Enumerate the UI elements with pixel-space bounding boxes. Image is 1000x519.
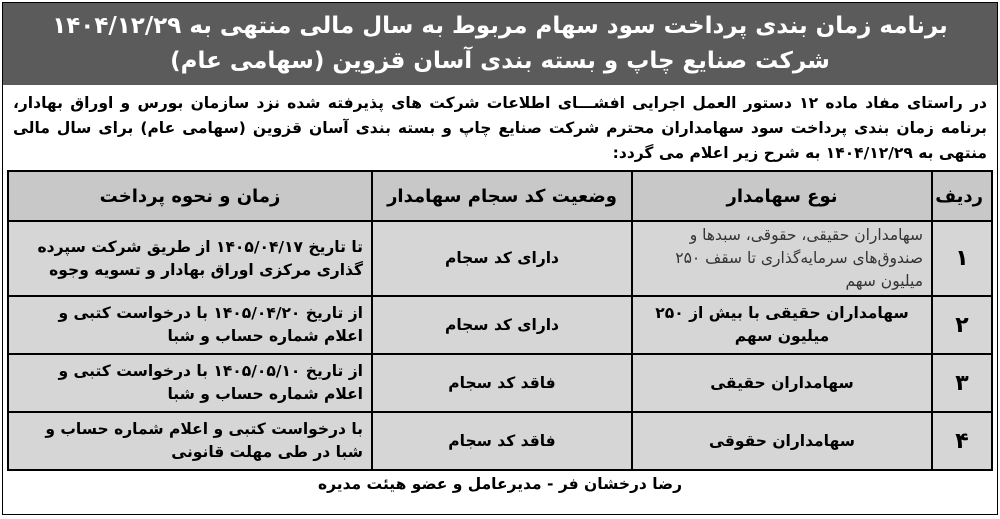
code-status-cell: فاقد کد سجام: [372, 354, 632, 412]
signature-line: رضا درخشان فر - مدیرعامل و عضو هیئت مدیره: [317, 475, 683, 493]
holder-type-cell: سهامداران حقیقی، حقوقی، سبدها و صندوق‌های سرمایه‌گذاری تا سقف ۲۵۰ میلیون سهم: [632, 221, 932, 296]
table-row: [8, 354, 992, 412]
payment-cell: تا تاریخ ۱۴۰۵/۰۴/۱۷ از طریق شرکت سپرده گذاری مرکزی اوراق بهادار و تسویه وجوه: [8, 221, 372, 296]
row-number: ۳: [932, 354, 992, 412]
payment-schedule-table: [7, 170, 993, 471]
payment-cell: از تاریخ ۱۴۰۵/۰۴/۲۰ با درخواست کتبی و اعلام شماره حساب و شبا: [8, 296, 372, 354]
code-status-cell: دارای کد سجام: [372, 296, 632, 354]
table-row: [8, 296, 992, 354]
holder-type-cell: سهامداران حقیقی با بیش از ۲۵۰ میلیون سهم: [632, 296, 932, 354]
payment-cell: با درخواست کتبی و اعلام شماره حساب و شبا در طی مهلت قانونی: [8, 412, 372, 470]
table-header-row: [8, 171, 992, 221]
intro-paragraph: در راستای مفاد ماده ۱۲ دستور العمل اجرایی افشـــای اطلاعات شرکت های پذیرفته شده نزد سازمان بورس و اوراق بهادار، برنامه زمان بندی پرداخت سود سهامداران محترم شرکت صنایع چاپ و بسته بندی آسان قزوین (سهامی عام) برای سال مالی منتهی به ۱۴۰۴/۱۲/۲۹ به شرح زیر اعلام می گردد:: [13, 94, 987, 162]
holder-type-cell: سهامداران حقیقی: [632, 354, 932, 412]
code-status-cell: فاقد کد سجام: [372, 412, 632, 470]
row-number: ۴: [932, 412, 992, 470]
title-banner: [3, 3, 997, 85]
payment-cell: از تاریخ ۱۴۰۵/۰۵/۱۰ با درخواست کتبی و اعلام شماره حساب و شبا: [8, 354, 372, 412]
table-row: [8, 221, 992, 296]
header-payment: زمان و نحوه پرداخت: [8, 171, 372, 221]
header-code-status: وضعیت کد سجام سهامدار: [372, 171, 632, 221]
header-row-number: ردیف: [932, 171, 992, 221]
header-holder-type: نوع سهامدار: [632, 171, 932, 221]
title-line-1: برنامه زمان بندی پرداخت سود سهام مربوط به سال مالی منتهی به ۱۴۰۴/۱۲/۲۹: [52, 13, 948, 39]
table-row: [8, 412, 992, 470]
title-line-2: شرکت صنایع چاپ و بسته بندی آسان قزوین (سهامی عام): [170, 48, 830, 74]
row-number: ۲: [932, 296, 992, 354]
row-number: ۱: [932, 221, 992, 296]
holder-type-cell: سهامداران حقوقی: [632, 412, 932, 470]
announcement-page: [2, 2, 998, 515]
code-status-cell: دارای کد سجام: [372, 221, 632, 296]
